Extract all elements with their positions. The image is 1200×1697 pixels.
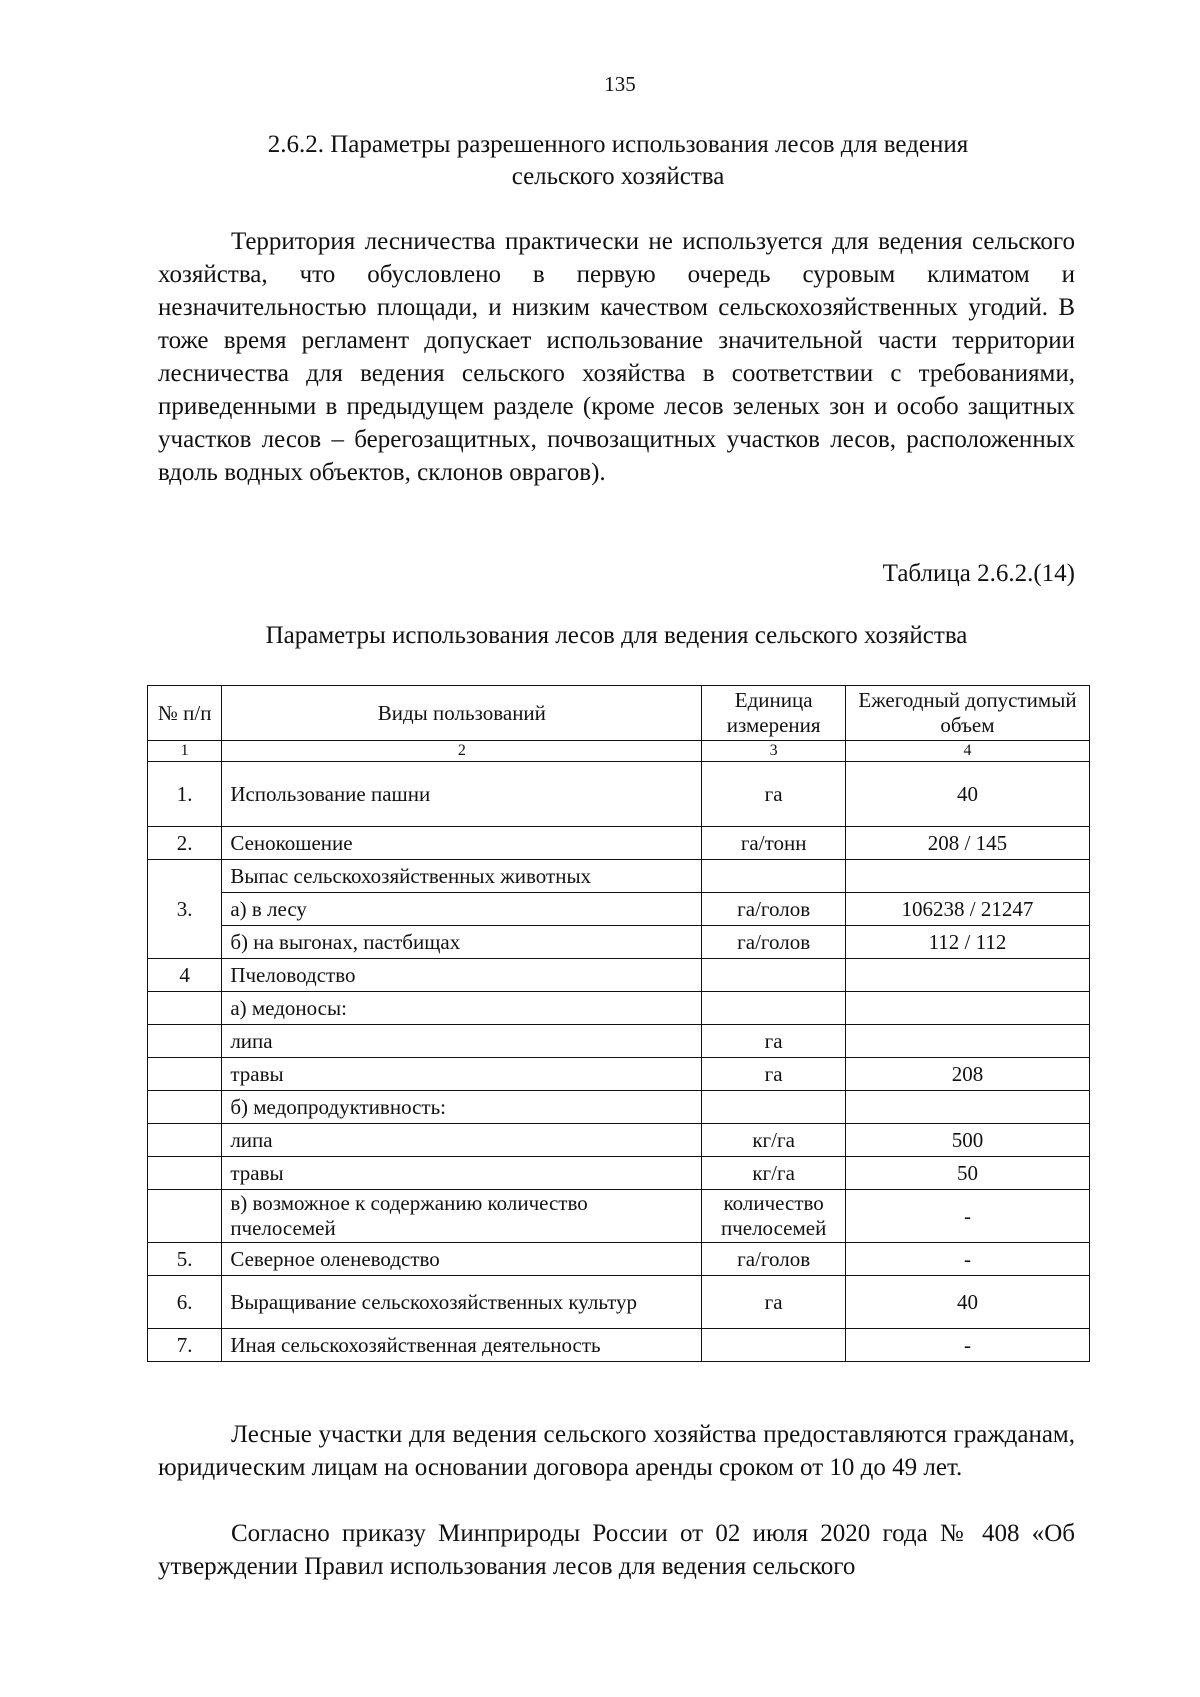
row-kind: а) в лесу <box>222 893 702 926</box>
row-volume: 208 <box>845 1058 1089 1091</box>
row-unit: га <box>702 1058 846 1091</box>
section-heading <box>158 129 1078 193</box>
row-kind: б) медопродуктивность: <box>222 1091 702 1124</box>
row-volume: 50 <box>845 1157 1089 1190</box>
table-row <box>148 893 1090 926</box>
row-volume: - <box>845 1190 1089 1243</box>
row-unit: га/голов <box>702 1243 846 1276</box>
row-num <box>148 1157 222 1190</box>
row-kind: Северное оленеводство <box>222 1243 702 1276</box>
row-unit: га/тонн <box>702 827 846 860</box>
row-num: 4 <box>148 959 222 992</box>
row-unit: га <box>702 1276 846 1329</box>
table-row <box>148 1276 1090 1329</box>
table-row <box>148 1243 1090 1276</box>
row-unit <box>702 1329 846 1362</box>
section-heading-line-1: 2.6.2. Параметры разрешенного использования лесов для ведения <box>267 131 969 158</box>
table-row <box>148 926 1090 959</box>
index-cell: 1 <box>148 741 222 762</box>
row-num: 5. <box>148 1243 222 1276</box>
row-num: 6. <box>148 1276 222 1329</box>
row-kind: Выпас сельскохозяйственных животных <box>222 860 702 893</box>
row-volume: 40 <box>845 1276 1089 1329</box>
row-num <box>148 1025 222 1058</box>
table-index-row <box>148 741 1090 762</box>
row-kind: травы <box>222 1157 702 1190</box>
table-row <box>148 1124 1090 1157</box>
row-volume <box>845 1025 1089 1058</box>
row-kind: б) на выгонах, пастбищах <box>222 926 702 959</box>
row-unit: га <box>702 762 846 827</box>
table-row <box>148 827 1090 860</box>
row-unit <box>702 959 846 992</box>
row-num: 2. <box>148 827 222 860</box>
index-cell: 2 <box>222 741 702 762</box>
row-num <box>148 1058 222 1091</box>
index-cell: 4 <box>845 741 1089 762</box>
table-row <box>148 860 1090 893</box>
row-volume: 40 <box>845 762 1089 827</box>
row-unit: кг/га <box>702 1157 846 1190</box>
header-unit: Единица измерения <box>702 686 846 741</box>
table-row <box>148 1190 1090 1243</box>
table-row <box>148 1157 1090 1190</box>
row-kind: Сенокошение <box>222 827 702 860</box>
intro-paragraph: Территория лесничества практически не используется для ведения сельского хозяйства, что обусловлено в первую очередь суровым климатом и незначительностью площади, и низким качеством сельскохозяйственных угодий. В тоже время регламент допускает использование значительной части территории лесничества для ведения сельского хозяйства в соответствии с требованиями, приведенными в предыдущем разделе (кроме лесов зеленых зон и особо защитных участков лесов – берегозащитных, почвозащитных участков лесов, расположенных вдоль водных объектов, склонов оврагов). <box>158 228 1075 486</box>
row-num: 3. <box>148 860 222 959</box>
header-volume: Ежегодный допустимый объем <box>845 686 1089 741</box>
row-kind: Пчеловодство <box>222 959 702 992</box>
row-unit: га <box>702 1025 846 1058</box>
table-row <box>148 959 1090 992</box>
header-kind: Виды пользований <box>222 686 702 741</box>
parameters-table <box>147 685 1090 1362</box>
row-num: 1. <box>148 762 222 827</box>
table-row <box>148 762 1090 827</box>
table-title: Параметры использования лесов для ведения сельского хозяйства <box>265 622 968 649</box>
row-kind: а) медоносы: <box>222 992 702 1025</box>
row-num <box>148 992 222 1025</box>
row-volume <box>845 860 1089 893</box>
row-num: 7. <box>148 1329 222 1362</box>
row-volume: - <box>845 1243 1089 1276</box>
row-num <box>148 1190 222 1243</box>
section-heading-line-2: сельского хозяйства <box>511 163 725 190</box>
row-volume <box>845 959 1089 992</box>
table-row <box>148 1091 1090 1124</box>
table-reference: Таблица 2.6.2.(14) <box>882 560 1075 587</box>
row-kind: Выращивание сельскохозяйственных культур <box>222 1276 702 1329</box>
order-paragraph: Согласно приказу Минприроды России от 02 июля 2020 года № 408 «Об утверждении Правил использования лесов для ведения сельского <box>158 1520 1075 1580</box>
row-unit: га/голов <box>702 893 846 926</box>
lease-paragraph: Лесные участки для ведения сельского хозяйства предоставляются гражданам, юридическим лицам на основании договора аренды сроком от 10 до 49 лет. <box>158 1421 1075 1481</box>
row-kind: липа <box>222 1124 702 1157</box>
row-unit <box>702 860 846 893</box>
table-row <box>148 1058 1090 1091</box>
row-kind: травы <box>222 1058 702 1091</box>
row-volume: 500 <box>845 1124 1089 1157</box>
row-unit: га/голов <box>702 926 846 959</box>
row-unit: количество пчелосемей <box>702 1190 846 1243</box>
row-kind: в) возможное к содержанию количество пчелосемей <box>222 1190 702 1243</box>
table-row <box>148 1329 1090 1362</box>
table-row <box>148 992 1090 1025</box>
row-volume: 112 / 112 <box>845 926 1089 959</box>
table-header-row <box>148 686 1090 741</box>
row-unit: кг/га <box>702 1124 846 1157</box>
table-row <box>148 1025 1090 1058</box>
page-number: 135 <box>604 72 636 96</box>
row-kind: липа <box>222 1025 702 1058</box>
row-volume: 208 / 145 <box>845 827 1089 860</box>
row-volume <box>845 1091 1089 1124</box>
row-kind: Использование пашни <box>222 762 702 827</box>
row-volume: - <box>845 1329 1089 1362</box>
row-unit <box>702 1091 846 1124</box>
row-num <box>148 1091 222 1124</box>
row-volume <box>845 992 1089 1025</box>
row-unit <box>702 992 846 1025</box>
header-num: № п/п <box>148 686 222 741</box>
row-kind: Иная сельскохозяйственная деятельность <box>222 1329 702 1362</box>
row-num <box>148 1124 222 1157</box>
row-volume: 106238 / 21247 <box>845 893 1089 926</box>
index-cell: 3 <box>702 741 846 762</box>
